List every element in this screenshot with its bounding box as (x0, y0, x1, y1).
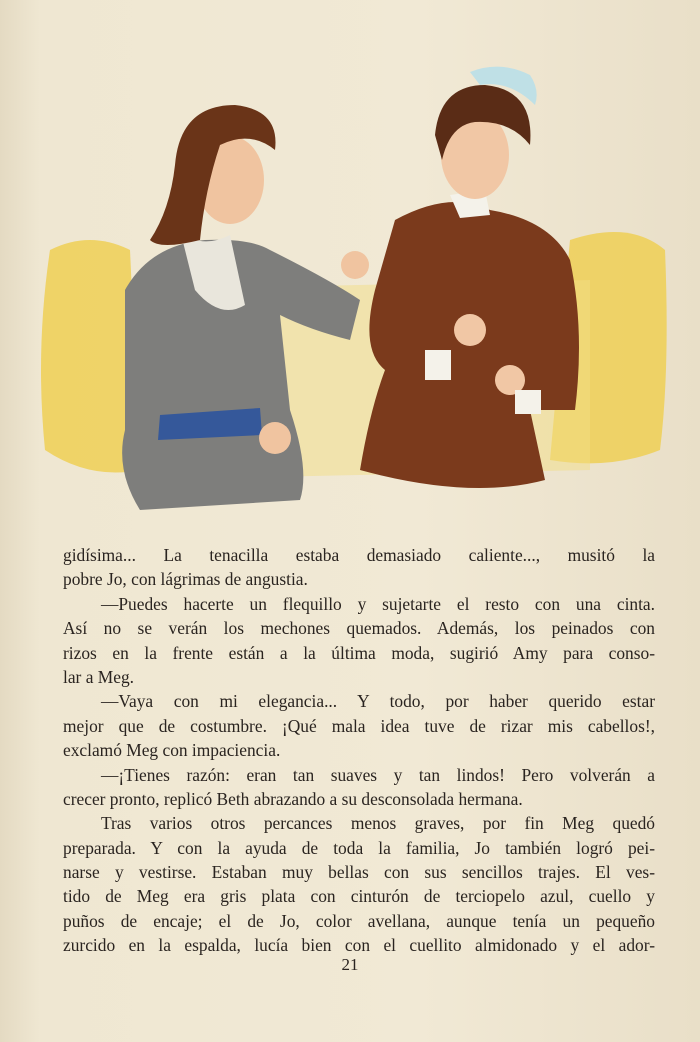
text-line: narse y vestirse. Estaban muy bellas con sus sencillos trajes. El ves- (63, 862, 655, 883)
text-line: lar a Meg. (63, 666, 134, 687)
text-line: puños de encaje; el de Jo, color avellana, aunque tenía un pequeño (63, 910, 655, 931)
text-line: exclamó Meg con impaciencia. (63, 740, 281, 761)
text-line: —Puedes hacerte un flequillo y sujetarte el resto con una cinta. (101, 593, 655, 614)
text-line: zurcido en la espalda, lucía bien con el cuellito almidonado y el ador- (63, 935, 655, 956)
text-line: —¡Tienes razón: eran tan suaves y tan lindos! Pero volverán a (101, 764, 655, 785)
illustration-two-women (30, 50, 680, 530)
text-line: crecer pronto, replicó Beth abrazando a su desconsolada hermana. (63, 788, 523, 809)
body-text (63, 543, 655, 958)
page-number: 21 (341, 955, 359, 974)
text-line: tido de Meg era gris plata con cinturón de terciopelo azul, cuello y (63, 886, 655, 907)
text-line: Tras varios otros percances menos graves, por fin Meg quedó (101, 813, 655, 834)
text-line: mejor que de costumbre. ¡Qué mala idea tuve de rizar mis cabellos!, (63, 715, 655, 736)
text-line: Así no se verán los mechones quemados. Además, los peinados con (63, 618, 655, 639)
text-line: —Vaya con mi elegancia... Y todo, por haber querido estar (101, 691, 655, 712)
text-line: pobre Jo, con lágrimas de angustia. (63, 569, 308, 590)
text-line: rizos en la frente están a la última moda, sugirió Amy para conso- (63, 642, 655, 663)
text-line: preparada. Y con la ayuda de toda la familia, Jo también logró pei- (63, 837, 655, 858)
text-line: gidísima... La tenacilla estaba demasiado caliente..., musitó la (63, 545, 655, 565)
